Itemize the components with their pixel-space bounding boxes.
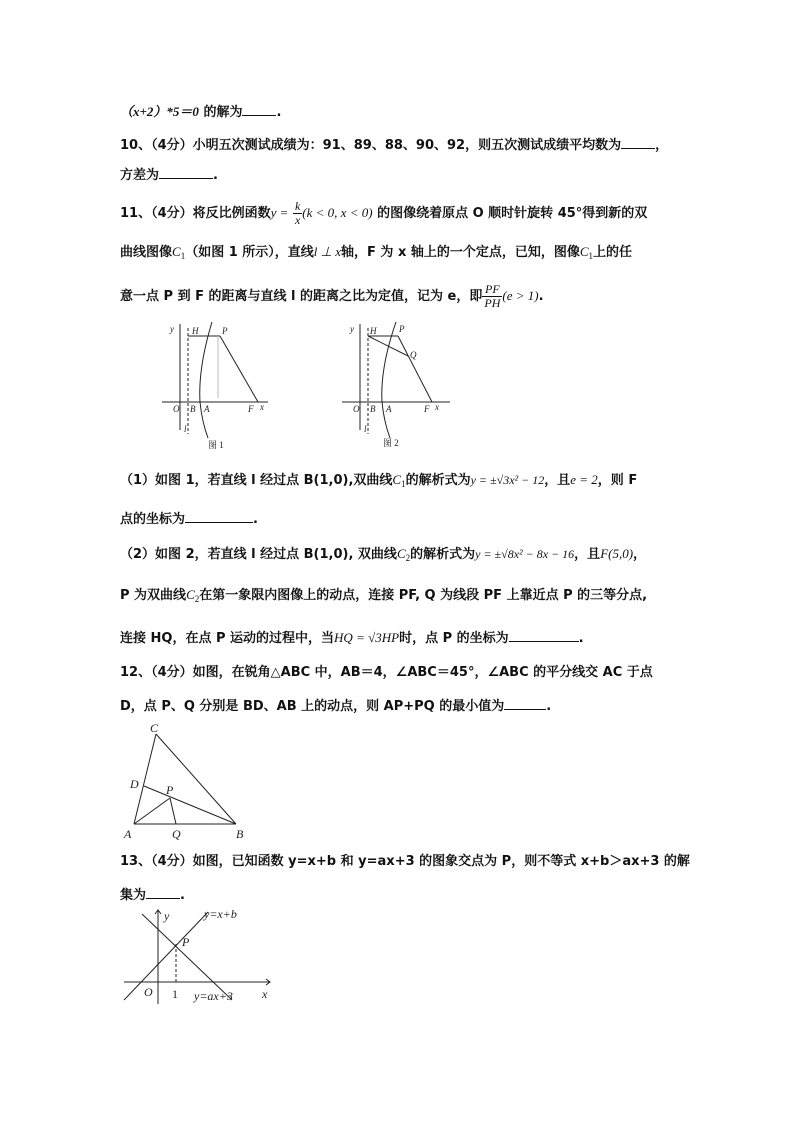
denominator: PH	[484, 296, 501, 310]
label-one: 1	[172, 987, 178, 1001]
function-fraction	[293, 200, 302, 227]
period: .	[578, 631, 584, 646]
label-y: y	[164, 909, 170, 923]
q11-text-cont: 的图像绕着原点 O 顺时针旋转 45°得到新的双	[372, 206, 648, 221]
curve-c2	[397, 546, 410, 561]
linear-functions-figure	[120, 906, 275, 1008]
q11-line-2	[120, 242, 632, 266]
label-b: B	[370, 404, 376, 414]
solution-set-answer-blank[interactable]	[146, 884, 180, 899]
label-y: y	[170, 324, 174, 334]
q12-text-cont: D，点 P、Q 分别是 BD、AB 上的动点，则 AP+PQ 的最小值为	[120, 699, 505, 714]
q12-line-2	[120, 695, 551, 717]
c-letter: C	[392, 472, 402, 487]
text-segment: ，则 F	[597, 473, 638, 488]
label-x: x	[260, 402, 264, 412]
label-p: P	[399, 324, 405, 334]
q11-line-3	[120, 282, 544, 311]
f-coordinate-answer-blank[interactable]	[185, 508, 253, 523]
text-segment: 曲线图像	[120, 245, 173, 260]
c1-formula: y = ±√3x² − 12	[470, 473, 545, 487]
mean-answer-blank[interactable]	[621, 134, 655, 149]
comma: ，	[655, 138, 669, 153]
text-segment: 的解析式为	[405, 473, 471, 488]
label-h: H	[192, 326, 199, 336]
hyperbola-branch	[382, 322, 396, 438]
q11-part1-line-2	[120, 508, 258, 530]
subscript: 2	[194, 594, 200, 604]
c-letter: C	[579, 244, 589, 259]
text-segment: 时，点 P 的坐标为	[399, 631, 509, 646]
bisector-bd	[144, 786, 236, 824]
q11-part1-line-1	[120, 470, 637, 494]
line-x-plus-b	[124, 912, 208, 1000]
q13-text-cont: 集为	[120, 888, 147, 903]
subscript: 2	[405, 553, 411, 563]
triangle-figure	[120, 720, 255, 842]
label-y: y	[350, 324, 354, 334]
answer-blank[interactable]	[242, 101, 276, 116]
period: .	[180, 888, 185, 903]
numerator: PF	[482, 283, 502, 297]
e-value: e = 2	[570, 472, 598, 487]
c-letter: C	[186, 587, 195, 602]
function-y: y =	[270, 205, 289, 220]
subscript: 1	[401, 479, 406, 489]
label-b: B	[236, 827, 244, 841]
label-a: A	[386, 404, 392, 414]
curve-c1	[580, 244, 593, 259]
min-value-answer-blank[interactable]	[504, 695, 546, 710]
figure-2-caption: 图 2	[383, 438, 399, 448]
q11-part2-line-1	[120, 544, 646, 568]
text-segment: 的解析式为	[410, 547, 476, 562]
segment-pq	[170, 798, 176, 824]
text-segment: ，且	[574, 547, 601, 562]
q9-tail-line	[120, 101, 281, 123]
label-o: O	[353, 404, 360, 414]
equation-text: （x+2）*5＝0	[120, 104, 199, 119]
period: .	[253, 512, 258, 527]
ratio-condition: (e > 1)	[502, 288, 539, 303]
text-segment: （1）如图 1，若直线 l 经过点 B(1,0),双曲线	[120, 473, 393, 488]
text-segment: 在第一象限内图像上的动点，连接 PF, Q 为线段 PF 上靠近点 P 的三等分点,	[199, 588, 648, 603]
text-segment: 上的任	[593, 245, 633, 260]
numerator: k	[294, 199, 301, 213]
label-c: C	[150, 721, 159, 735]
period: .	[276, 105, 282, 120]
figure-1-caption: 图 1	[208, 440, 224, 450]
q11-line-1	[120, 200, 647, 227]
label-y-x-plus-b: y=x+b	[204, 907, 237, 921]
variance-answer-blank[interactable]	[159, 164, 213, 179]
q11-part2-line-3	[120, 627, 584, 649]
hyperbola-branch	[200, 322, 212, 438]
label-l: l	[184, 424, 187, 434]
hq-condition: HQ = √3HP	[334, 630, 400, 645]
c-letter: C	[396, 546, 406, 561]
denominator: x	[294, 213, 301, 227]
segment-pf	[398, 336, 432, 402]
label-f: F	[248, 404, 254, 414]
figure-2	[340, 318, 465, 453]
period: .	[546, 699, 552, 714]
label-q: Q	[172, 827, 181, 841]
label-o: O	[144, 985, 153, 999]
variance-prompt: 方差为	[120, 168, 160, 183]
curve-c2	[186, 587, 199, 602]
curve-c1	[392, 472, 405, 487]
q10-line-2	[120, 164, 218, 186]
q12-text: 12、（4分）如图，在锐角△ABC 中，AB＝4，∠ABC＝45°，∠ABC 的平分线交 AC 于点	[120, 665, 653, 680]
label-h: H	[370, 326, 377, 336]
label-l: l	[364, 424, 367, 434]
text-segment: （如图 1 所示），直线	[185, 245, 314, 260]
text-segment: ，且	[544, 473, 571, 488]
label-a: A	[124, 827, 132, 841]
c2-formula: y = ±√8x² − 8x − 16	[475, 547, 575, 561]
text-segment: P 为双曲线	[120, 588, 187, 603]
function-condition: (k < 0, x < 0)	[302, 205, 373, 220]
ratio-fraction	[482, 283, 502, 310]
label-o: O	[173, 404, 180, 414]
q10-text: 10、（4分）小明五次测试成绩为：91、89、88、90、92，则五次测试成绩平均数为	[120, 138, 622, 153]
q13-text: 13、（4分）如图，已知函数 y=x+b 和 y=ax+3 的图象交点为 P，则不等式 x+b＞ax+3 的解	[120, 854, 690, 869]
curve-c1	[172, 244, 185, 259]
label-p: P	[182, 935, 190, 949]
label-q: Q	[410, 350, 417, 360]
text-segment: 点的坐标为	[120, 512, 186, 527]
text-segment: ，	[633, 547, 647, 562]
segment-pf	[220, 336, 258, 402]
label-a: A	[204, 404, 210, 414]
subscript: 1	[588, 251, 594, 261]
q13-line-2	[120, 884, 185, 906]
label-f: F	[424, 404, 430, 414]
c-letter: C	[172, 244, 181, 259]
q11-number-text: 11、（4分）将反比例函数	[120, 206, 271, 221]
answer-prompt: 的解为	[198, 105, 243, 120]
q13-line-1	[120, 852, 690, 872]
label-x: x	[262, 987, 268, 1001]
f-point: F(5,0)	[600, 546, 634, 561]
label-p: P	[222, 326, 228, 336]
side-cb	[156, 734, 236, 824]
text-segment: （2）如图 2，若直线 l 经过点 B(1,0), 双曲线	[120, 547, 397, 562]
text-segment: 意一点 P 到 F 的距离与直线 l 的距离之比为定值，记为 e，即	[120, 289, 483, 304]
line-ax-plus-3	[142, 914, 232, 1000]
q10-line-1	[120, 134, 668, 156]
label-d: D	[130, 777, 139, 791]
perp-expression: l ⊥ x	[313, 244, 342, 259]
subscript: 1	[180, 251, 186, 261]
period: .	[213, 168, 218, 183]
label-p: P	[166, 783, 174, 797]
text-segment: 连接 HQ，在点 P 运动的过程中，当	[120, 631, 335, 646]
text-segment: 轴，F 为 x 轴上的一个定点，已知，图像	[341, 245, 580, 260]
p-coordinate-answer-blank[interactable]	[509, 627, 579, 642]
period: .	[538, 289, 544, 304]
segment-hq	[368, 336, 408, 356]
label-y-ax-plus-3: y=ax+3	[194, 989, 233, 1003]
q11-part2-line-2	[120, 585, 647, 609]
q12-line-1	[120, 663, 653, 683]
label-b: B	[190, 404, 196, 414]
figure-1	[160, 318, 280, 453]
label-x: x	[435, 402, 439, 412]
